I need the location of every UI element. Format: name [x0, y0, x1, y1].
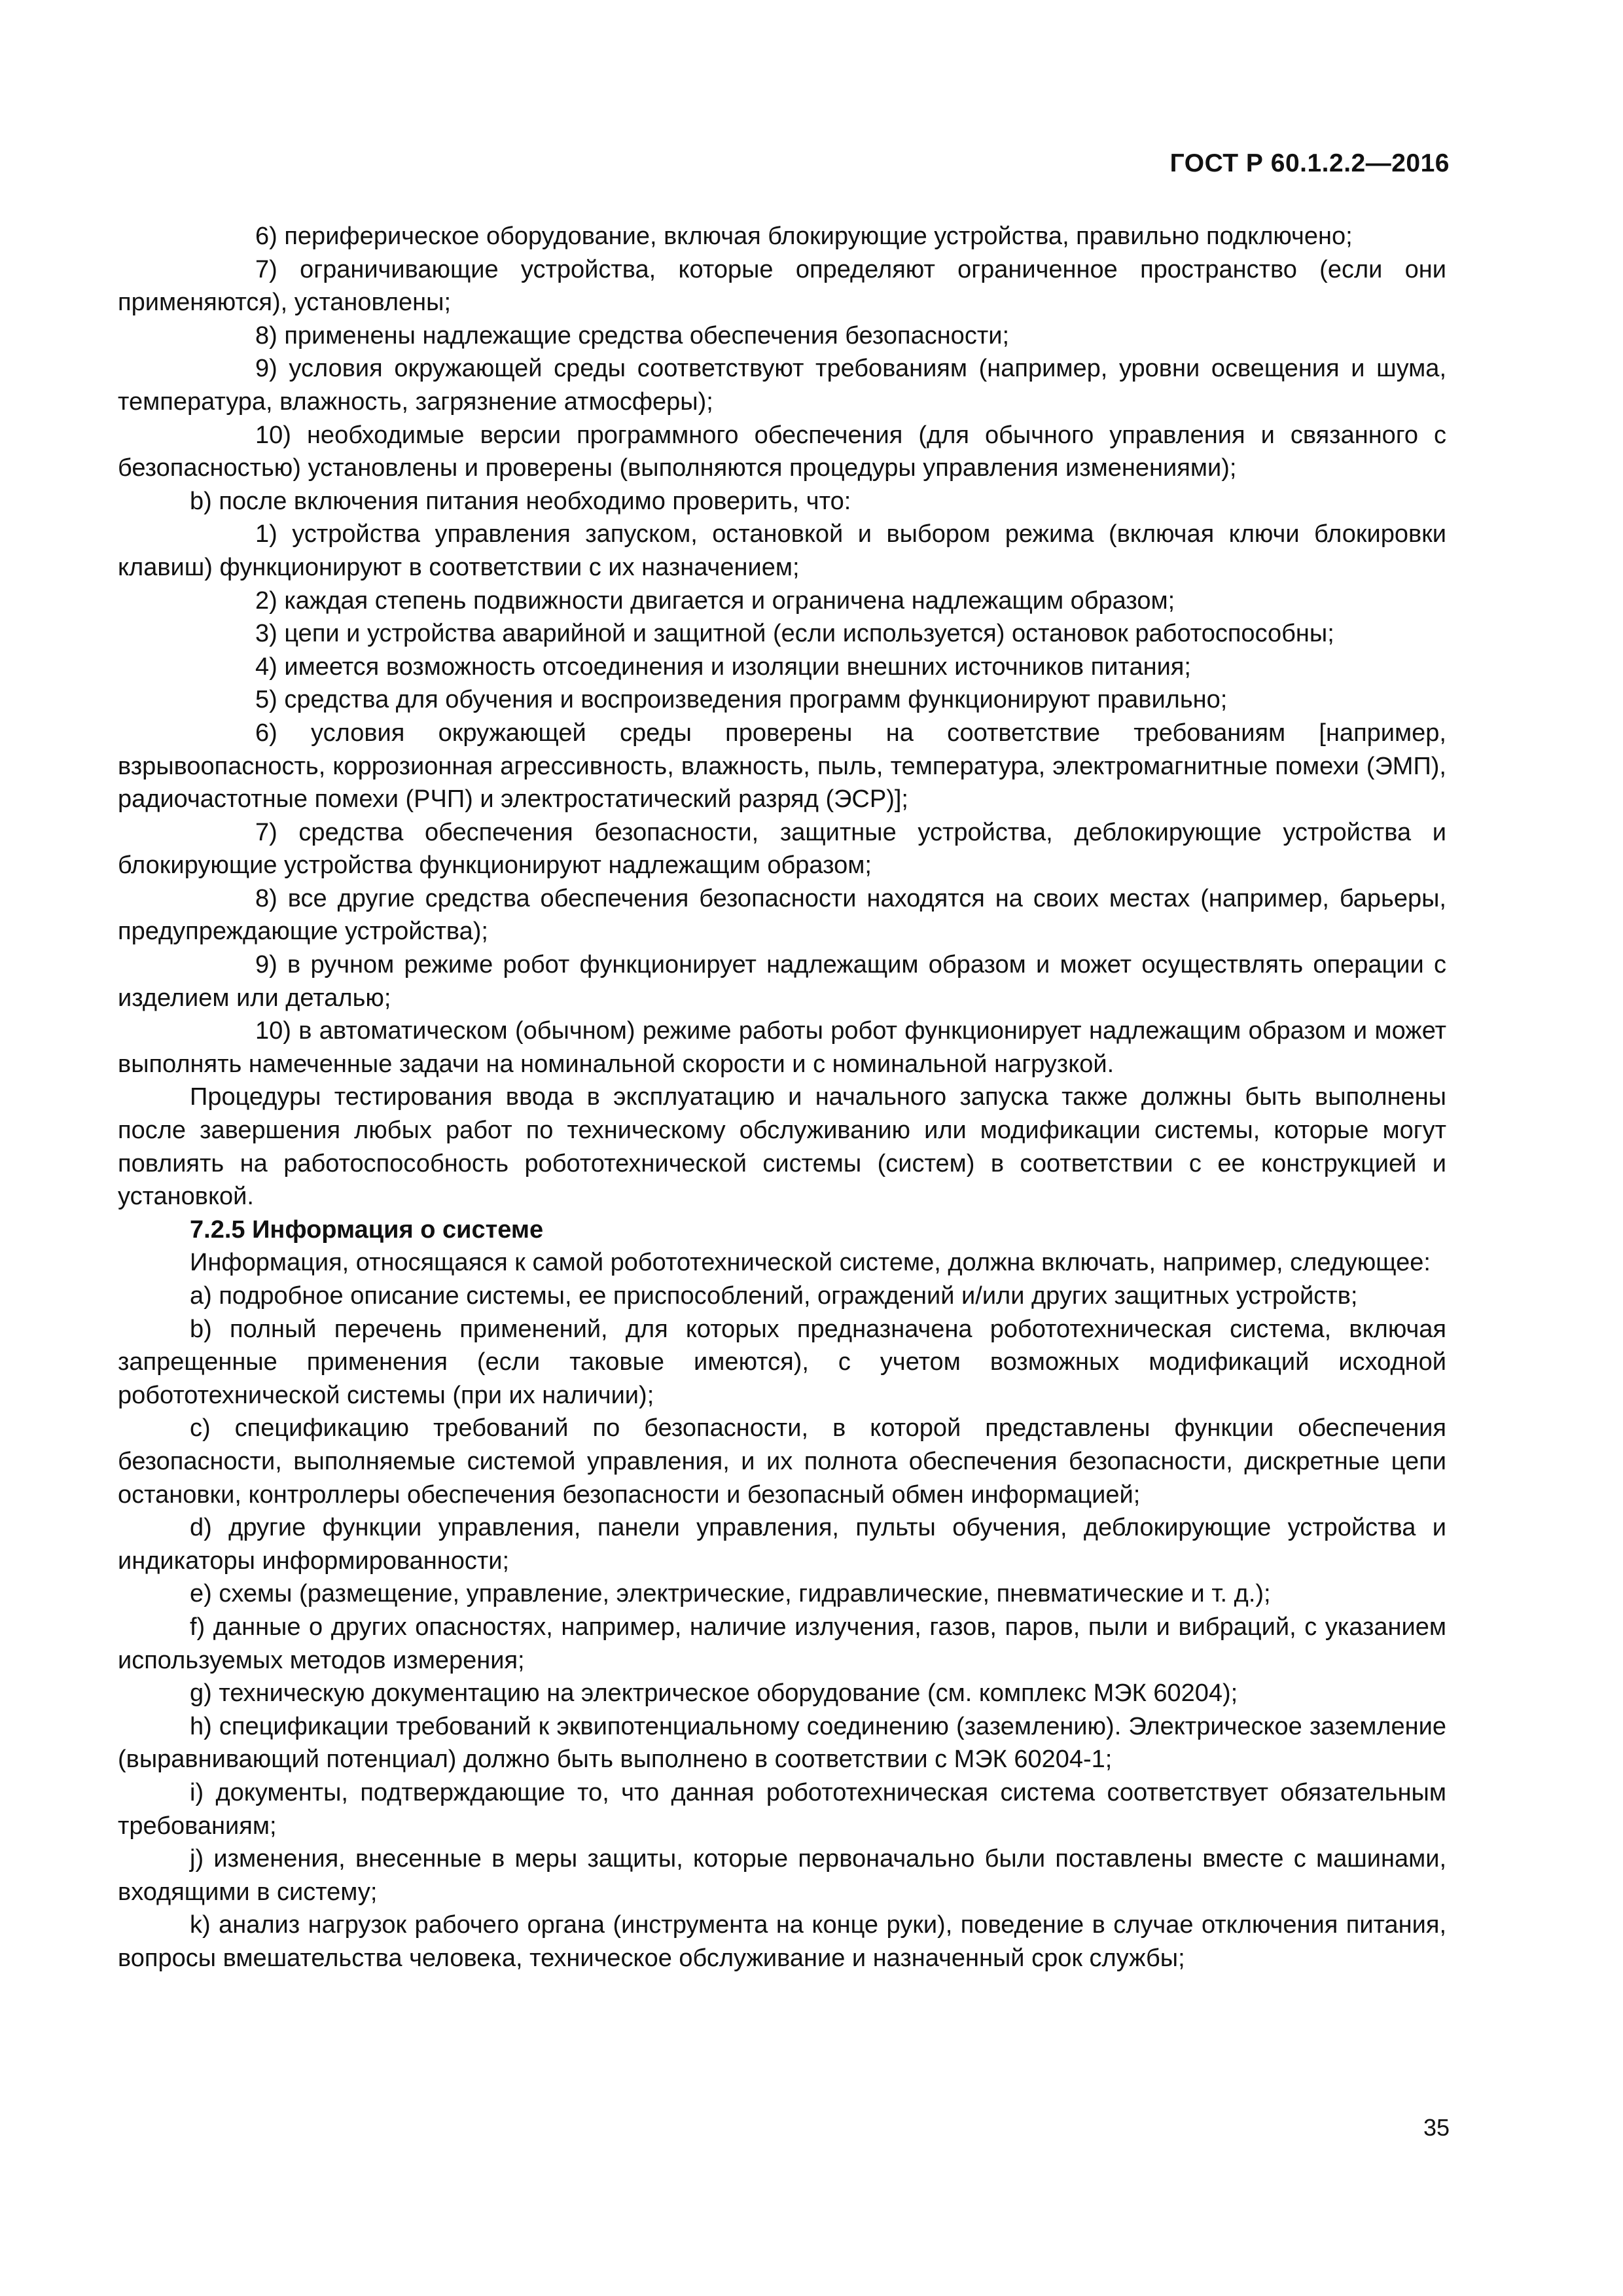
paragraph: c) спецификацию требований по безопасности, в которой представлены функции обеспечения безопасности, выполняемые системой управления, и их полнота обеспечения безопасности, дискретные цепи остановки, контроллеры обеспечения безопасности и безопасный обмен информацией;	[118, 1414, 1446, 1509]
paragraph: f) данные о других опасностях, например, наличие излучения, газов, паров, пыли и вибраций, с указанием используемых методов измерения;	[118, 1613, 1446, 1674]
paragraph: 10) в автоматическом (обычном) режиме работы робот функционирует надлежащим образом и может выполнять намеченные задачи на номинальной скорости и с номинальной нагрузкой.	[118, 1017, 1446, 1078]
document-body	[118, 220, 1446, 1975]
page-number: 35	[1423, 2114, 1450, 2141]
paragraph: 7) ограничивающие устройства, которые определяют ограниченное пространство (если они применяются), установлены;	[118, 255, 1446, 317]
paragraph: 2) каждая степень подвижности двигается и ограничена надлежащим образом;	[255, 586, 1175, 615]
paragraph: 6) условия окружающей среды проверены на соответствие требованиям [например, взрывоопасность, коррозионная агрессивность, влажность, пыль, температура, электромагнитные помехи (ЭМП), радиочастотные помехи (РЧП) и электростатический разряд (ЭСР)];	[118, 719, 1446, 814]
paragraph: d) другие функции управления, панели управления, пульты обучения, деблокирующие устройства и индикаторы информированности;	[118, 1514, 1446, 1575]
paragraph: g) техническую документацию на электрическое оборудование (см. комплекс МЭК 60204);	[190, 1679, 1238, 1708]
paragraph: 9) условия окружающей среды соответствуют требованиям (например, уровни освещения и шума, температура, влажность, загрязнение атмосферы);	[118, 355, 1446, 416]
paragraph: 5) средства для обучения и воспроизведения программ функционируют правильно;	[255, 686, 1228, 714]
document-header-id: ГОСТ Р 60.1.2.2—2016	[1169, 149, 1450, 177]
paragraph: 7) средства обеспечения безопасности, защитные устройства, деблокирующие устройства и блокирующие устройства функционируют надлежащим образом;	[118, 818, 1446, 880]
paragraph: 10) необходимые версии программного обеспечения (для обычного управления и связанного с безопасностью) установлены и проверены (выполняются процедуры управления изменениями);	[118, 421, 1446, 482]
paragraph: b) после включения питания необходимо проверить, что:	[190, 487, 851, 515]
paragraph: k) анализ нагрузок рабочего органа (инструмента на конце руки), поведение в случае отключения питания, вопросы вмешательства человека, техническое обслуживание и назначенный срок службы;	[118, 1911, 1446, 1972]
paragraph: 8) применены надлежащие средства обеспечения безопасности;	[255, 321, 1010, 350]
paragraph: h) спецификации требований к эквипотенциальному соединению (заземлению). Электрическое заземление (выравнивающий потенциал) должно быть выполнено в соответствии с МЭК 60204-1;	[118, 1712, 1446, 1774]
paragraph: a) подробное описание системы, ее приспособлений, ограждений и/или других защитных устройств;	[190, 1282, 1358, 1310]
paragraph: Информация, относящаяся к самой робототехнической системе, должна включать, например, следующее:	[190, 1249, 1431, 1277]
paragraph: b) полный перечень применений, для которых предназначена робототехническая система, включая запрещенные применения (если таковые имеются), с учетом возможных модификаций исходной робототехнической системы (при их наличии);	[118, 1315, 1446, 1409]
paragraph: Процедуры тестирования ввода в эксплуатацию и начального запуска также должны быть выполнены после завершения любых работ по техническому обслуживанию или модификации системы, которые могут повлиять на работоспособность робототехнической системы (систем) в соответствии с ее конструкцией и установкой.	[118, 1083, 1446, 1211]
paragraph: 8) все другие средства обеспечения безопасности находятся на своих местах (например, барьеры, предупреждающие устройства);	[118, 884, 1446, 946]
paragraph: j) изменения, внесенные в меры защиты, которые первоначально были поставлены вместе с машинами, входящими в систему;	[118, 1845, 1446, 1906]
paragraph: 4) имеется возможность отсоединения и изоляции внешних источников питания;	[255, 653, 1191, 681]
paragraph: 6) периферическое оборудование, включая блокирующие устройства, правильно подключено;	[255, 223, 1353, 250]
paragraph: i) документы, подтверждающие то, что данная робототехническая система соответствует обязательным требованиям;	[118, 1778, 1446, 1840]
paragraph: 1) устройства управления запуском, остановкой и выбором режима (включая ключи блокировки клавиш) функционируют в соответствии с их назначением;	[118, 520, 1446, 581]
paragraph: 3) цепи и устройства аварийной и защитной (если используется) остановок работоспособны;	[255, 620, 1334, 648]
section-heading: 7.2.5 Информация о системе	[190, 1215, 544, 1244]
paragraph: e) схемы (размещение, управление, электрические, гидравлические, пневматические и т. д.);	[190, 1580, 1271, 1608]
paragraph: 9) в ручном режиме робот функционирует надлежащим образом и может осуществлять операции с изделием или деталью;	[118, 951, 1446, 1012]
